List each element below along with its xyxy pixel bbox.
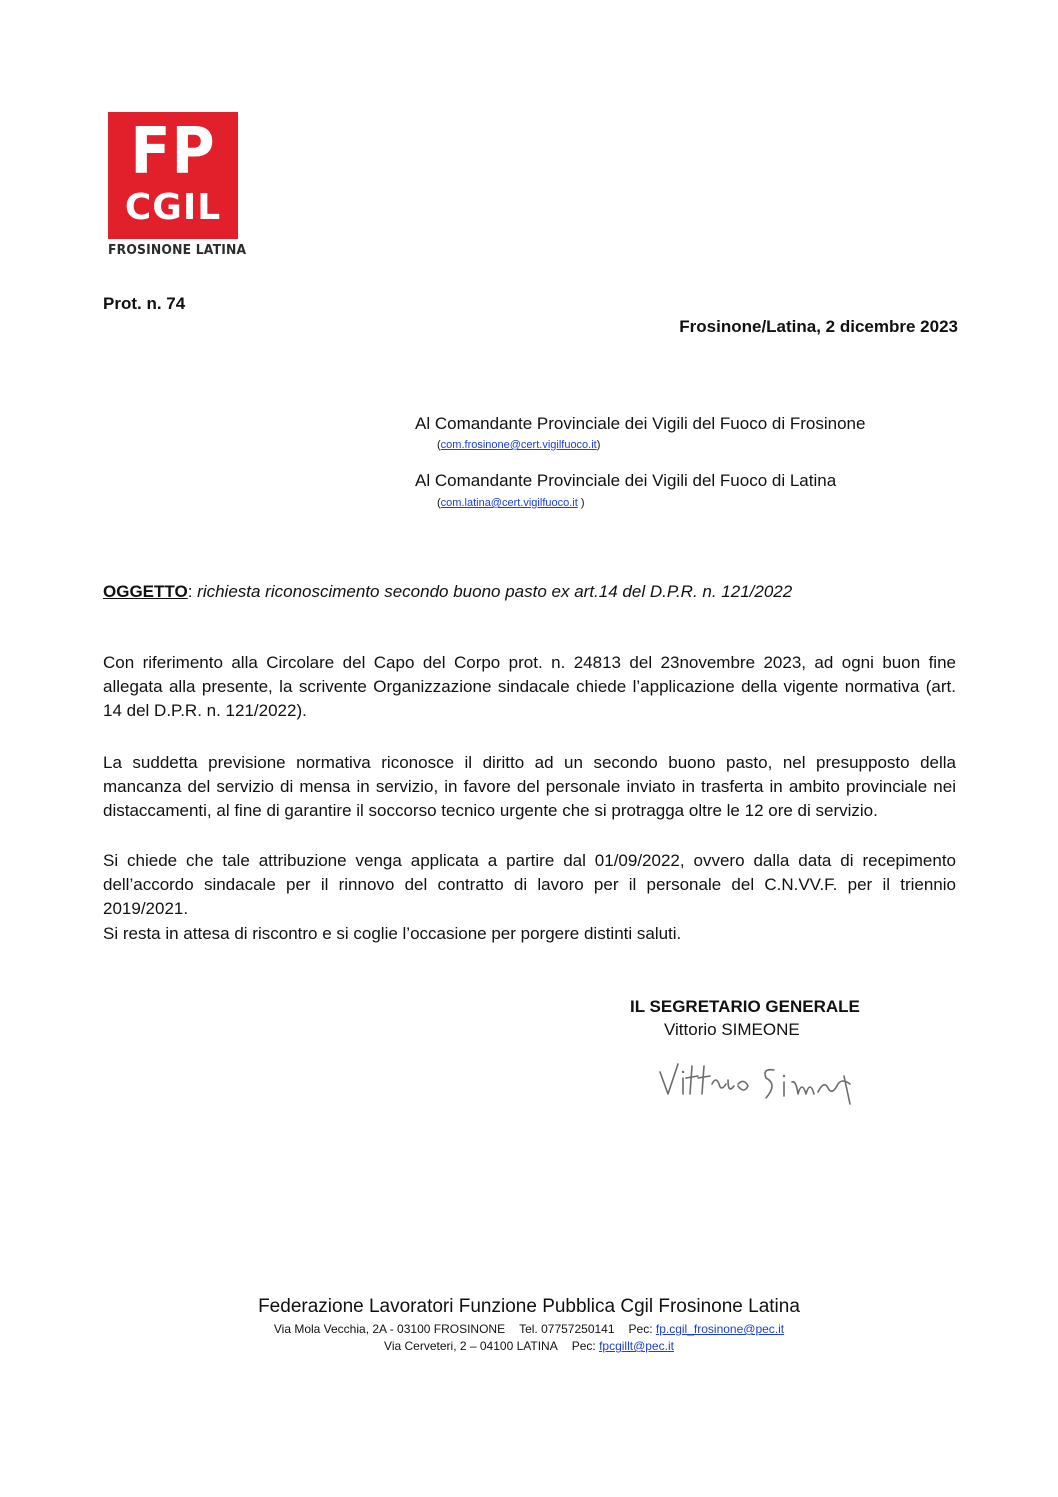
place-date: Frosinone/Latina, 2 dicembre 2023 — [679, 317, 958, 336]
footer-pec-frosinone-link[interactable]: fp.cgil_frosinone@pec.it — [655, 1322, 785, 1336]
footer-address-frosinone: Via Mola Vecchia, 2A - 03100 FROSINONE — [273, 1322, 506, 1336]
handwritten-signature — [656, 1054, 876, 1111]
footer-pec-latina-link[interactable]: fpcgillt@pec.it — [599, 1339, 674, 1353]
footer-tel: Tel. 07757250141 — [519, 1322, 615, 1336]
signature-title: IL SEGRETARIO GENERALE — [630, 997, 860, 1016]
email-link-latina[interactable]: com.latina@cert.vigilfuoco.it — [440, 497, 578, 509]
subject-text: richiesta riconoscimento secondo buono pasto ex art.14 del D.P.R. n. 121/2022 — [197, 582, 793, 601]
signature-scribble — [656, 1054, 876, 1106]
fp-cgil-logo — [108, 112, 238, 239]
body-paragraph: Con riferimento alla Circolare del Capo del Corpo prot. n. 24813 del 23novembre 2023, ad ogni buon fine allegata alla presente, la scrivente Organizzazione sindacale chiede l’applicazione della vigente normativa (art. 14 del D.P.R. n. 121/2022). — [103, 653, 956, 720]
email-link-frosinone[interactable]: com.frosinone@cert.vigilfuoco.it — [440, 439, 597, 451]
footer-address-latina: Via Cerveteri, 2 – 04100 LATINA — [384, 1339, 558, 1353]
footer-frosinone-line: Via Mola Vecchia, 2A - 03100 FROSINONE Tel. 07757250141 Pec: fp.cgil_frosinone@pec.it — [273, 1322, 785, 1336]
body-paragraph: Si chiede che tale attribuzione venga applicata a partire dal 01/09/2022, ovvero dalla data di recepimento dell’accordo sindacale per il rinnovo del contratto di lavoro per il personale del C.N.VV.F. per il triennio 2019/2021. — [103, 851, 956, 918]
subject-label: OGGETTO — [103, 582, 188, 601]
subject-line: OGGETTO: richiesta riconoscimento secondo buono pasto ex art.14 del D.P.R. n. 121/2022 — [103, 582, 793, 601]
recipient-latina-email: (com.latina@cert.vigilfuoco.it ) — [437, 497, 585, 509]
logo-fp-text: FP — [130, 115, 216, 189]
logo-caption: FROSINONE LATINA — [108, 243, 247, 258]
protocol-number: Prot. n. 74 — [103, 294, 186, 313]
body-paragraph: Si resta in attesa di riscontro e si coglie l’occasione per porgere distinti saluti. — [103, 924, 682, 943]
recipient-latina: Al Comandante Provinciale dei Vigili del Fuoco di Latina — [415, 471, 837, 490]
logo-cgil-text: CGIL — [124, 187, 222, 228]
recipient-frosinone-email: (com.frosinone@cert.vigilfuoco.it) — [437, 439, 601, 451]
footer-organization: Federazione Lavoratori Funzione Pubblica Cgil Frosinone Latina — [258, 1296, 800, 1317]
signature-name: Vittorio SIMEONE — [664, 1020, 800, 1039]
body-paragraph: La suddetta previsione normativa riconosce il diritto ad un secondo buono pasto, nel presupposto della mancanza del servizio di mensa in servizio, in favore del personale inviato in trasferta in ambito provinciale nei distaccamenti, al fine di garantire il soccorso tecnico urgente che si protragga oltre le 12 ore di servizio. — [103, 753, 956, 820]
recipient-frosinone: Al Comandante Provinciale dei Vigili del Fuoco di Frosinone — [415, 414, 866, 433]
footer-latina-line: Via Cerveteri, 2 – 04100 LATINA Pec: fpcgillt@pec.it — [384, 1339, 674, 1353]
